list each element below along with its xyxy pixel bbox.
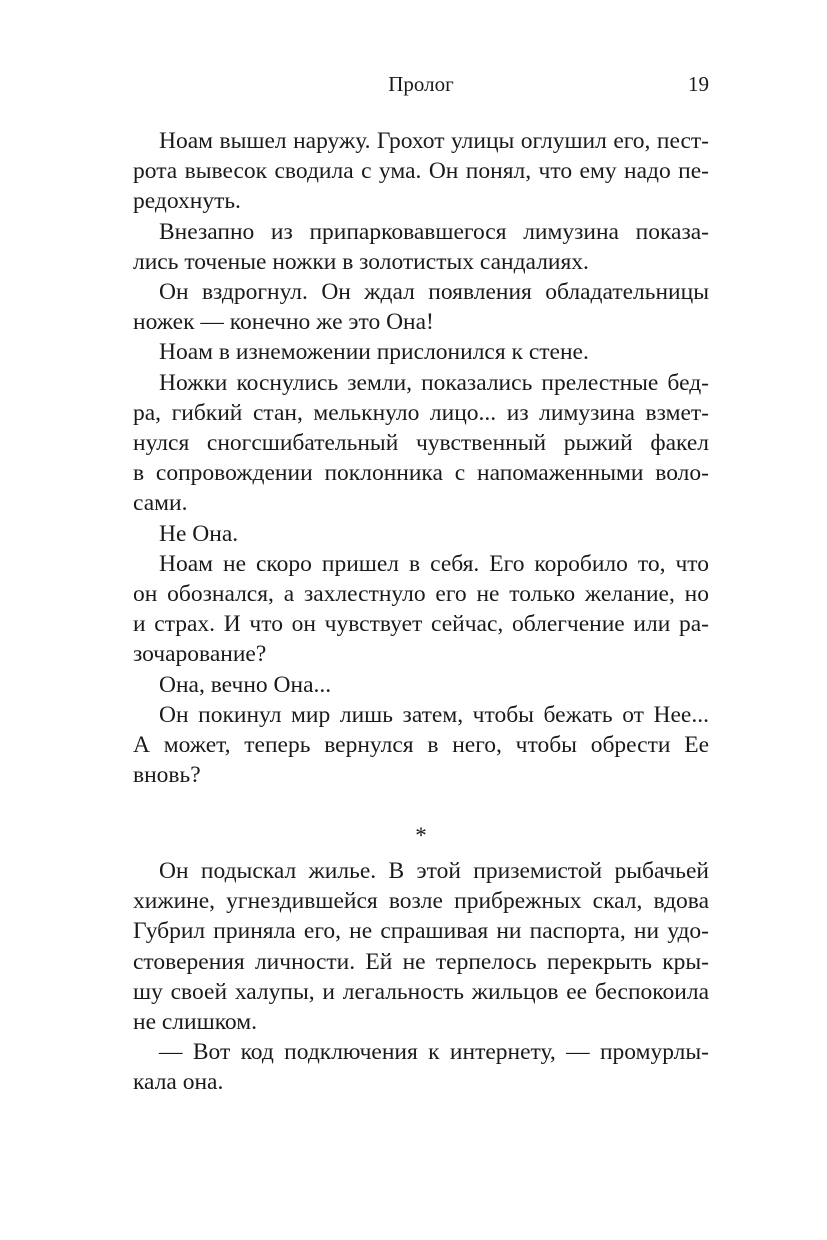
text-line: Он покинул мир лишь затем, чтобы бежать от Нее...	[159, 701, 709, 728]
text-line: рота вывесок сводила с ума. Он понял, что ему надо пе-	[133, 158, 709, 185]
text-line: Она, вечно Она...	[159, 671, 332, 698]
text-line: ножек — конечно же это Она!	[133, 309, 434, 336]
text-line: зочарование?	[133, 641, 267, 668]
text-line: Он подыскал жилье. В этой приземистой рыбачьей	[159, 858, 709, 884]
text-line: редохнуть.	[133, 188, 241, 215]
text-line: сами.	[133, 490, 188, 517]
paragraph	[133, 368, 709, 519]
body-text-section-2	[133, 856, 709, 1098]
chapter-title: Пролог	[388, 72, 454, 96]
paragraph	[133, 277, 709, 337]
text-line: Ноам в изнеможении прислонился к стене.	[159, 339, 589, 366]
page-number: 19	[688, 72, 709, 96]
text-line: лись точеные ножки в золотистых сандалиях.	[133, 248, 589, 275]
paragraph	[133, 519, 709, 549]
text-line: не слишком.	[133, 1009, 257, 1036]
text-line: и страх. И что он чувствует сейчас, облегчение или ра-	[133, 611, 709, 638]
text-line: Не Она.	[159, 520, 239, 547]
text-line: Ноам вышел наружу. Грохот улицы оглушил его, пест-	[159, 128, 709, 154]
text-line: ра, гибкий стан, мелькнуло лицо... из лимузина взмет-	[133, 399, 709, 426]
text-line: Ножки коснулись земли, показались прелестные бед-	[159, 369, 709, 396]
text-line: хижине, угнездившейся возле прибрежных скал, вдова	[133, 888, 709, 915]
text-line: Внезапно из припарковавшегося лимузина показа-	[159, 218, 709, 245]
paragraph	[133, 337, 709, 367]
text-line: нулся сногсшибательный чувственный рыжий факел	[133, 430, 709, 457]
text-line: — Вот код подключения к интернету, — промурлы-	[159, 1039, 709, 1066]
text-line: вновь?	[133, 762, 201, 789]
running-header	[133, 72, 709, 102]
text-line: кала она.	[133, 1069, 224, 1096]
text-line: стоверения личности. Ей не терпелось перекрыть кры-	[133, 948, 709, 975]
text-line: в сопровождении поклонника с напомаженными воло-	[133, 460, 709, 487]
body-text-section-1	[133, 126, 709, 790]
paragraph	[133, 670, 709, 700]
section-separator: *	[415, 823, 427, 848]
text-line: шу своей халупы, и легальность жильцов ее беспокоила	[133, 978, 709, 1005]
paragraph	[133, 1037, 709, 1097]
text-line: Губрил приняла его, не спрашивая ни паспорта, ни удо-	[133, 918, 709, 945]
paragraph	[133, 856, 709, 1037]
text-line: он обознался, а захлестнуло его не только желание, но	[133, 581, 709, 608]
paragraph	[133, 126, 709, 217]
text-line: Ноам не скоро пришел в себя. Его коробило то, что	[159, 550, 709, 577]
paragraph	[133, 217, 709, 277]
text-line: А может, теперь вернулся в него, чтобы обрести Ее	[133, 732, 709, 759]
paragraph	[133, 700, 709, 791]
text-line: Он вздрогнул. Он ждал появления обладательницы	[159, 279, 709, 306]
paragraph	[133, 549, 709, 670]
